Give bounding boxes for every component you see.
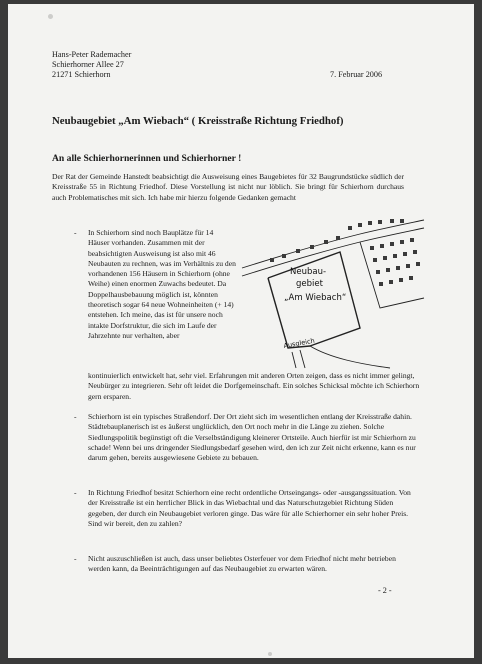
site-map-sketch bbox=[240, 218, 426, 370]
bullet-1-text: In Schierhorn sind noch Bauplätze für 14 Häuser vorhanden. Zusammen mit der beabsichtigten Ausweisung ist also mit 46 Neubauten zu rechnen, was im Verhältnis zu den vorhandenen 156 Häusern in Schierhorn (ohne Weihe) einen enormen Zuwachs bedeutet. Da Doppelhausbebauung möglich ist, könnten theoretisch sogar 64 neue Wohneinheiten (+ 14) entstehen. Ich meine, das ist für unsere noch intakte Dorfstruktur, die sich im Laufe der Jahrzehnte nur verhalten, aber bbox=[88, 228, 236, 340]
sender-street: Schierhorner Allee 27 bbox=[52, 60, 124, 70]
sender-name: Hans-Peter Rademacher bbox=[52, 50, 132, 59]
bullet-3-dash: - bbox=[74, 488, 77, 497]
map-label-line2: gebiet bbox=[296, 279, 323, 289]
map-label-line3: „Am Wiebach“ bbox=[284, 293, 347, 303]
main-road bbox=[242, 220, 424, 268]
bullet-4-text: Nicht auszuschließen ist auch, dass unser beliebtes Osterfeuer vor dem Friedhof nicht mehr betrieben werden kann, da Beeinträchtigungen auf das Neubaugebiet zu erwarten wären. bbox=[88, 554, 396, 574]
bullet-2-text: Schierhorn ist ein typisches Straßendorf. Der Ort zieht sich im wesentlichen entlang der Kreisstraße dahin. Städtebauplanerisch ist es äußerst unglücklich, den Ort noch mehr in die Länge zu ziehen. Solche Siedlungspolitik begünstigt oft die Verselbständigung kleinerer Ortsteile. Auch hierfür ist mir Schierhorn zu schade! Wenn bei uns dringender Siedlungsbedarf gesehen wird, den ich zur Zeit nicht erkenne, kann es nur darum gehen, bereits ausgewiesene Gebiete zu bebauen. bbox=[88, 412, 416, 463]
bullet-4-dash: - bbox=[74, 554, 77, 563]
map-label-line1: Neubau- bbox=[290, 267, 327, 277]
salutation: An alle Schierhornerinnen und Schierhorner ! bbox=[52, 153, 242, 164]
bullet-1-dash: - bbox=[74, 228, 77, 237]
bullet-2-dash: - bbox=[74, 412, 77, 421]
bullet-1-continuation: kontinuierlich entwickelt hat, sehr viel. Erfahrungen mit anderen Orten zeigen, dass es nicht immer gelingt, Neubürger zu integrieren. Sehr oft leidet die Dorfgemeinschaft. Ein solches Schicksal möchte ich Schierhorn gern ersparen. bbox=[88, 371, 420, 401]
letter-date: 7. Februar 2006 bbox=[330, 70, 383, 79]
sender-block bbox=[52, 50, 131, 81]
sender-city: 21271 Schierhorn bbox=[52, 70, 111, 80]
bullet-3-text: In Richtung Friedhof besitzt Schierhorn eine recht ordentliche Ortseingangs- oder -ausgangssituation. Von der Kreisstraße ist ein herrlicher Blick in das Wiebachtal und das Naturschutzgebiet Richtung Süden gegeben, der durch ein Neubaugebiet verloren ginge. Das wäre für alle Schierhorner ein sehr hoher Preis. Sind wir bereit, den zu zahlen? bbox=[88, 488, 411, 528]
intro-paragraph: Der Rat der Gemeinde Hanstedt beabsichtigt die Ausweisung eines Baugebietes für 32 Baugrundstücke südlich der Kreisstraße 55 in Richtung Friedhof. Diese Vorstellung ist nicht nur löblich. Sie bringt für Schierhorn durchaus auch Problematisches mit sich. Ich habe mir hierzu folgende Gedanken gemacht bbox=[52, 172, 404, 202]
map-road-label: Ausgleich bbox=[282, 336, 316, 350]
letter-title: Neubaugebiet „Am Wiebach“ ( Kreisstraße Richtung Friedhof) bbox=[52, 115, 344, 127]
page-number: - 2 - bbox=[378, 586, 392, 595]
